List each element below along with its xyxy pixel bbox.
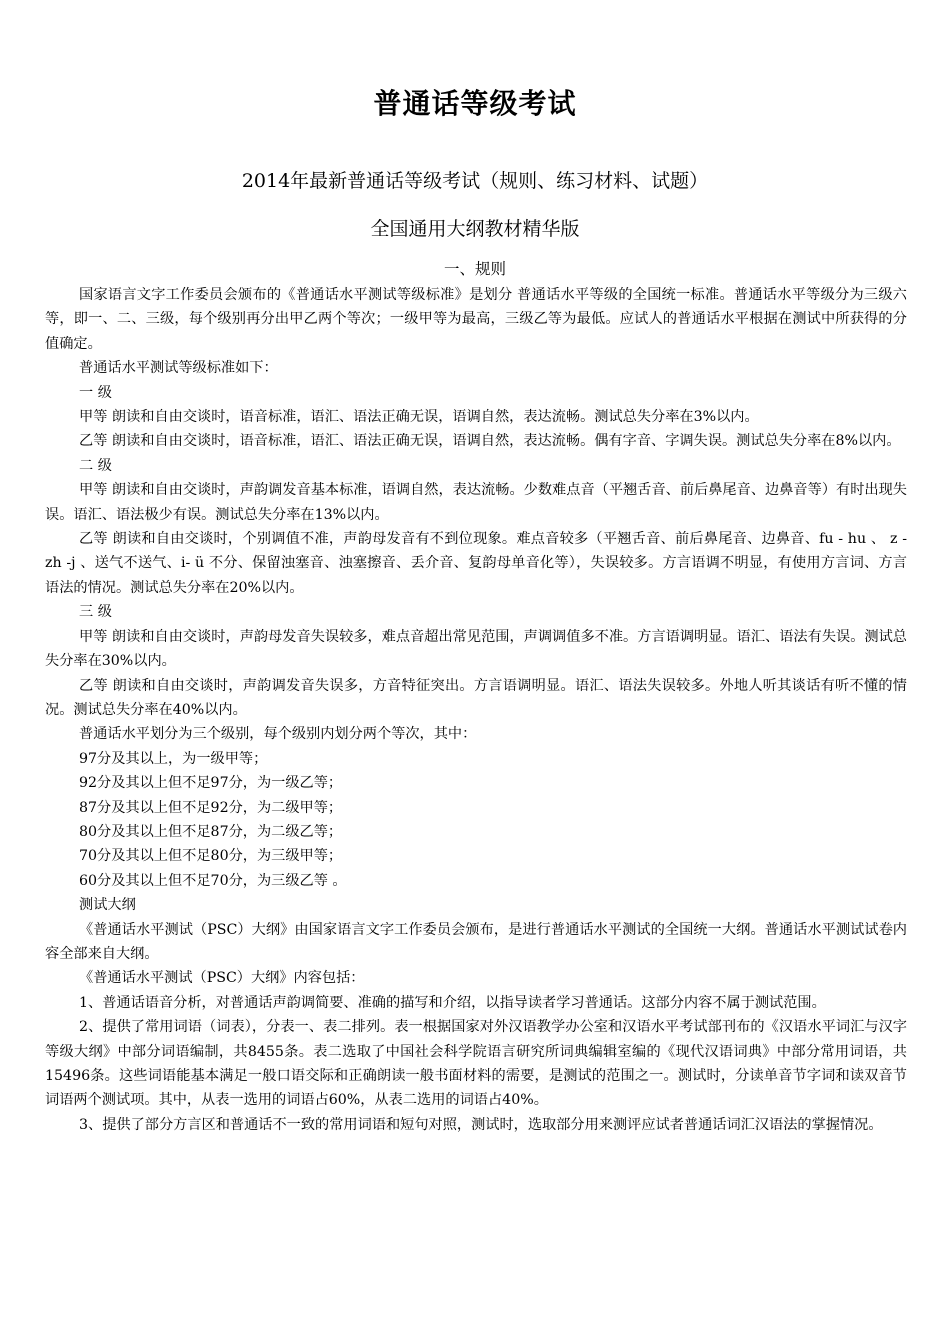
- paragraph: 甲等 朗读和自由交谈时，声韵母发音失误较多，难点音超出常见范围，声调调值多不准。方言语调明显。语汇、语法有失误。测试总失分率在30%以内。: [45, 628, 907, 670]
- document-subtitle-2: 全国通用大纲教材精华版: [370, 218, 580, 240]
- section-heading: 一、规则: [443, 260, 506, 278]
- paragraph: 《普通话水平测试（PSC）大纲》内容包括：: [79, 970, 365, 987]
- subsection-heading: 测试大纲: [79, 897, 136, 914]
- level-heading: 二 级: [79, 457, 112, 474]
- level-heading: 一 级: [79, 384, 112, 401]
- paragraph: 3、提供了部分方言区和普通话不一致的常用词语和短句对照，测试时，选取部分用来测评应试者普通话词汇汉语法的掌握情况。: [79, 1116, 883, 1133]
- score-line: 87分及其以上但不足92分，为二级甲等；: [79, 799, 343, 816]
- score-line: 92分及其以上但不足97分，为一级乙等；: [79, 775, 343, 792]
- score-line: 80分及其以上但不足87分，为二级乙等；: [79, 823, 343, 840]
- paragraph: 甲等 朗读和自由交谈时，语音标准，语汇、语法正确无误，语调自然，表达流畅。测试总失分率在3%以内。: [79, 409, 759, 426]
- score-line: 60分及其以上但不足70分，为三级乙等 。: [79, 872, 347, 889]
- paragraph: 乙等 朗读和自由交谈时，个别调值不准，声韵母发音有不到位现象。难点音较多（平翘舌音、前后鼻尾音、边鼻音、fu - hu 、 z - zh -j 、送气不送气、i- ü 不分、保留浊塞音、浊塞擦音、丢介音、复韵母单音化等），失误较多。方言语调不明显，有使用方言词、方言语法的情况。测试总失分率在20%以内。: [45, 531, 907, 596]
- paragraph: 《普通话水平测试（PSC）大纲》由国家语言文字工作委员会颁布，是进行普通话水平测试的全国统一大纲。普通话水平测试试卷内容全部来自大纲。: [45, 921, 907, 962]
- paragraph: 普通话水平测试等级标准如下：: [79, 360, 278, 377]
- document-body: [45, 283, 907, 1137]
- document-subtitle: 2014年最新普通话等级考试（规则、练习材料、试题）: [241, 170, 709, 192]
- paragraph: 1、普通话语音分析，对普通话声韵调简要、准确的描写和介绍，以指导读者学习普通话。这部分内容不属于测试范围。: [79, 994, 826, 1011]
- document-title: 普通话等级考试: [373, 87, 577, 120]
- level-heading: 三 级: [79, 604, 112, 621]
- paragraph: 乙等 朗读和自由交谈时，声韵调发音失误多，方音特征突出。方言语调明显。语汇、语法失误较多。外地人听其谈话有听不懂的情况。测试总失分率在40%以内。: [45, 677, 907, 718]
- paragraph: 2、提供了常用词语（词表），分表一、表二排列。表一根据国家对外汉语教学办公室和汉语水平考试部刊布的《汉语水平词汇与汉字等级大纲》中部分词语编制，共8455条。表二选取了中国社会科学院语言研究所词典编辑室编的《现代汉语词典》中部分常用词语，共15496条。这些词语能基本满足一般口语交际和正确朗读一般书面材料的需要，是测试的范围之一。测试时，分读单音节字词和读双音节词语两个测试项。其中，从表一选用的词语占60%，从表二选用的词语占40%。: [45, 1019, 907, 1109]
- score-line: 97分及其以上，为一级甲等；: [79, 750, 268, 767]
- score-line: 70分及其以上但不足80分，为三级甲等；: [79, 848, 343, 865]
- paragraph: 普通话水平划分为三个级别，每个级别内划分两个等次，其中：: [79, 726, 477, 743]
- paragraph: 乙等 朗读和自由交谈时，语音标准，语汇、语法正确无误，语调自然，表达流畅。偶有字音、字调失误。测试总失分率在8%以内。: [79, 433, 901, 450]
- paragraph: 甲等 朗读和自由交谈时，声韵调发音基本标准，语调自然，表达流畅。少数难点音（平翘舌音、前后鼻尾音、边鼻音等）有时出现失误。语汇、语法极少有误。测试总失分率在13%以内。: [45, 482, 907, 523]
- paragraph: 国家语言文字工作委员会颁布的《普通话水平测试等级标准》是划分 普通话水平等级的全国统一标准。普通话水平等级分为三级六等，即一、二、三级，每个级别再分出甲乙两个等次；一级甲等为最高，三级乙等为最低。应试人的普通话水平根据在测试中所获得的分值确定。: [45, 287, 907, 352]
